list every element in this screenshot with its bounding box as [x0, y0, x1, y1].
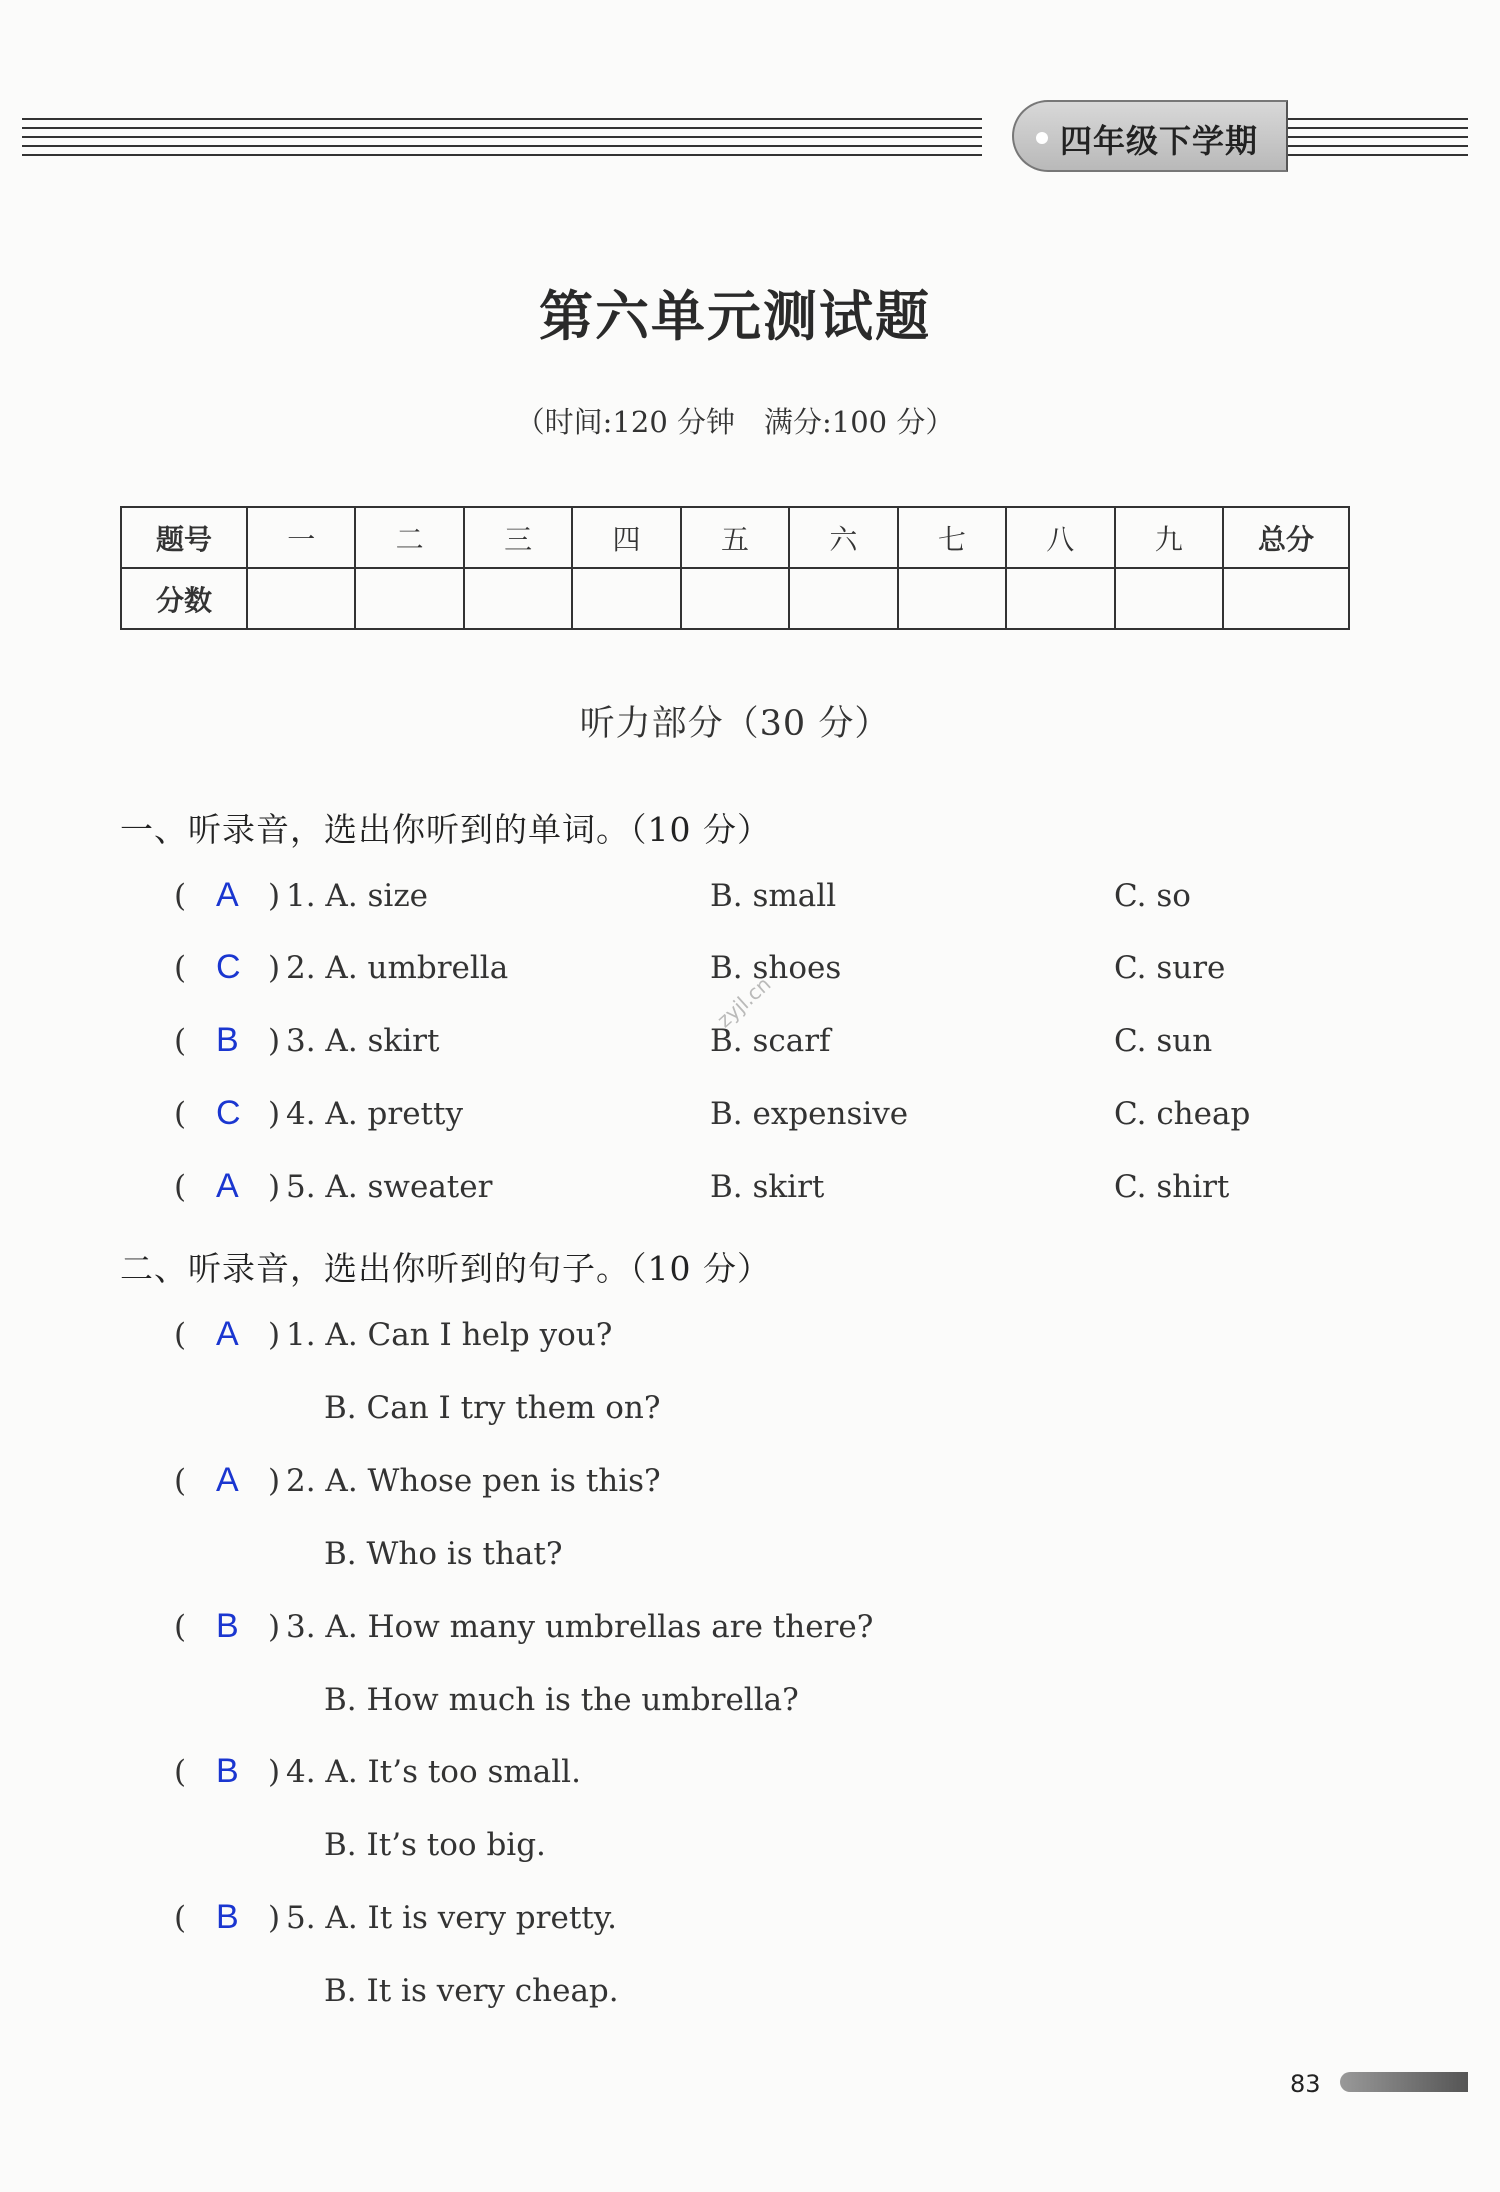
option-b: B. small	[710, 878, 837, 914]
list-item: ( B ) 3. A. How many umbrellas are there? B. How much is the umbrella?	[174, 1607, 874, 1718]
score-input-cell[interactable]	[464, 568, 572, 629]
score-cell: 一	[247, 507, 355, 568]
answer-mark: A	[216, 876, 239, 914]
score-table-header-row	[121, 507, 1349, 568]
page-number: 83	[1290, 2070, 1321, 2098]
option-a: 5. A. It is very pretty.	[286, 1900, 617, 1936]
header-rule-left	[22, 118, 982, 162]
score-input-cell[interactable]	[1006, 568, 1114, 629]
score-cell: 五	[681, 507, 789, 568]
option-b: B. It’s too big.	[324, 1827, 546, 1863]
score-cell: 四	[572, 507, 680, 568]
option-b: B. scarf	[710, 1023, 831, 1059]
section-title: 听力部分（30 分）	[579, 704, 891, 744]
score-cell: 分数	[121, 568, 247, 629]
option-a: 2. A. Whose pen is this?	[286, 1463, 661, 1499]
score-cell: 总分	[1223, 507, 1349, 568]
list-item: ( B ) 5. A. It is very pretty. B. It is very cheap.	[174, 1898, 619, 2009]
score-cell: 八	[1006, 507, 1114, 568]
score-cell: 三	[464, 507, 572, 568]
option-b: B. skirt	[710, 1169, 825, 1205]
grade-label: 四年级下学期	[1060, 122, 1259, 160]
answer-mark: B	[216, 1607, 239, 1645]
answer-mark: B	[216, 1898, 239, 1936]
score-input-cell[interactable]	[572, 568, 680, 629]
option-a: 4. A. pretty	[286, 1096, 463, 1132]
option-c: C. shirt	[1114, 1169, 1230, 1205]
score-table-score-row	[121, 568, 1349, 629]
option-c: C. sure	[1114, 950, 1226, 986]
option-a: 1. A. size	[286, 878, 429, 914]
answer-mark: C	[216, 948, 241, 986]
option-b: B. expensive	[710, 1096, 909, 1132]
bullet-dot-icon	[1036, 132, 1048, 144]
answer-mark: A	[216, 1315, 239, 1353]
score-cell: 六	[789, 507, 897, 568]
part1-title: 一、听录音，选出你听到的单词。（10 分）	[120, 810, 771, 849]
score-input-cell[interactable]	[355, 568, 463, 629]
list-item: ( A ) 2. A. Whose pen is this? B. Who is that?	[174, 1461, 661, 1572]
list-item: ( A ) 1. A. Can I help you? B. Can I try them on?	[174, 1315, 661, 1426]
score-input-cell[interactable]	[789, 568, 897, 629]
part2-title: 二、听录音，选出你听到的句子。（10 分）	[120, 1249, 771, 1288]
score-input-cell[interactable]	[1223, 568, 1349, 629]
option-b: B. How much is the umbrella?	[324, 1682, 799, 1718]
option-c: C. so	[1114, 878, 1191, 914]
score-input-cell[interactable]	[681, 568, 789, 629]
score-input-cell[interactable]	[898, 568, 1006, 629]
watermark: zyjl.cn	[712, 971, 776, 1033]
option-b: B. shoes	[710, 950, 842, 986]
option-a: 3. A. skirt	[286, 1023, 440, 1059]
page-title: 第六单元测试题	[539, 284, 931, 348]
score-input-cell[interactable]	[1115, 568, 1224, 629]
option-b: B. Who is that?	[324, 1536, 563, 1572]
option-a: 1. A. Can I help you?	[286, 1317, 613, 1353]
grade-tab	[1012, 100, 1288, 172]
answer-mark: B	[216, 1021, 239, 1059]
option-a: 3. A. How many umbrellas are there?	[286, 1609, 874, 1645]
page-subtitle: （时间:120 分钟 满分:100 分）	[515, 405, 955, 439]
page-number-bar	[1340, 2072, 1468, 2092]
score-cell: 二	[355, 507, 463, 568]
list-item: ( B ) 4. A. It’s too small. B. It’s too big.	[174, 1752, 581, 1863]
answer-mark: C	[216, 1094, 241, 1132]
score-cell: 九	[1115, 507, 1224, 568]
option-c: C. sun	[1114, 1023, 1213, 1059]
answer-mark: A	[216, 1167, 239, 1205]
answer-mark: B	[216, 1752, 239, 1790]
answer-mark: A	[216, 1461, 239, 1499]
option-a: 2. A. umbrella	[286, 950, 509, 986]
score-cell: 七	[898, 507, 1006, 568]
option-b: B. Can I try them on?	[324, 1390, 661, 1426]
option-a: 4. A. It’s too small.	[286, 1754, 581, 1790]
option-a: 5. A. sweater	[286, 1169, 493, 1205]
option-b: B. It is very cheap.	[324, 1973, 619, 2009]
option-c: C. cheap	[1114, 1096, 1251, 1132]
score-cell: 题号	[121, 507, 247, 568]
score-table	[120, 506, 1350, 630]
header-rule-right	[1288, 118, 1468, 162]
score-input-cell[interactable]	[247, 568, 355, 629]
